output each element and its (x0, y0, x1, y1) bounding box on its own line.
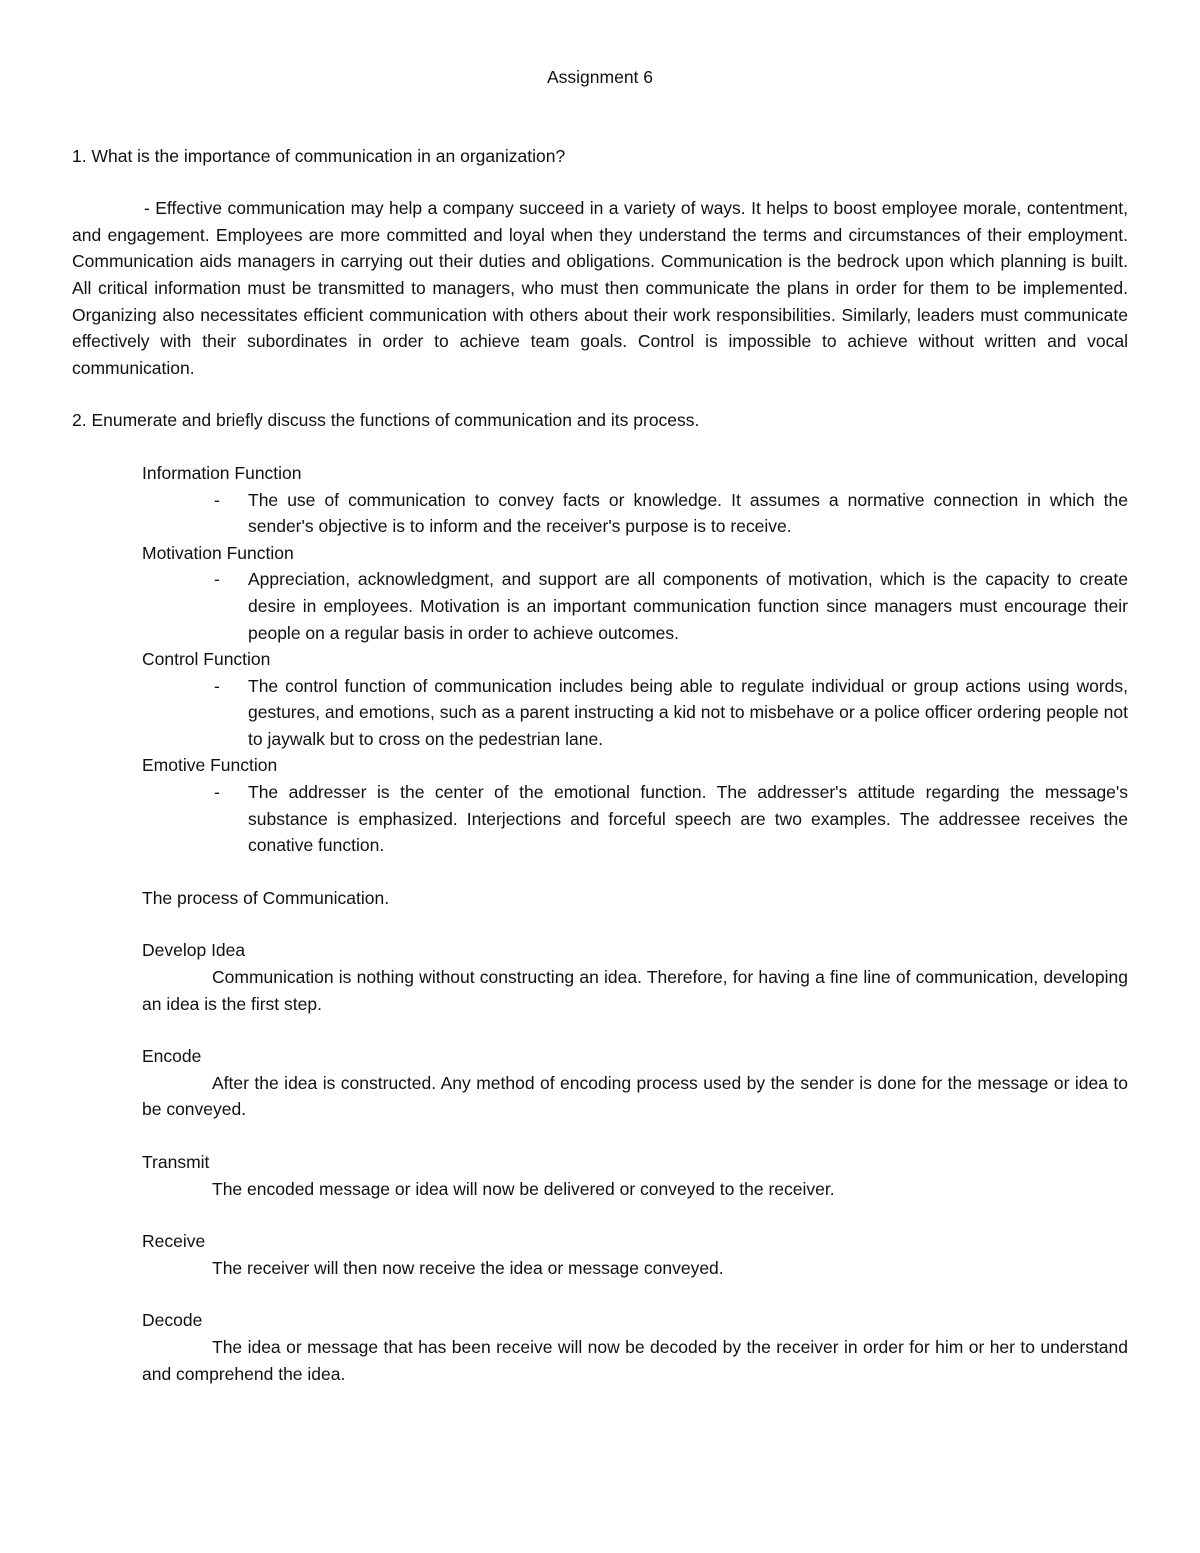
step-desc: The receiver will then now receive the idea or message conveyed. (212, 1257, 724, 1278)
document-title: Assignment 6 (546, 67, 654, 87)
question-2: 2. Enumerate and briefly discuss the functions of communication and its process. (72, 410, 700, 431)
function-name-emotive: Emotive Function (142, 755, 278, 776)
step-name: Transmit (142, 1152, 210, 1172)
list-dash: - (214, 782, 220, 803)
process-step-transmit (142, 1149, 1128, 1202)
list-dash: - (214, 489, 220, 510)
step-desc: After the idea is constructed. Any method of encoding process used by the sender is done for the message or idea to be conveyed. (142, 1072, 1128, 1120)
document-page (72, 64, 1128, 1413)
process-step-decode (142, 1307, 1128, 1387)
answer-1: - Effective communication may help a company succeed in a variety of ways. It helps to boost employee morale, contentment, and engagement. Employees are more committed and loyal when they understand the terms and circumstances of their employment. Communication aids managers in carrying out their duties and obligations. Communication is the bedrock upon which planning is built. All critical information must be transmitted to managers, who must then communicate the plans in order for them to be implemented. Organizing also necessitates efficient communication with others about their work responsibilities. Similarly, leaders must communicate effectively with their subordinates in order to achieve team goals. Control is impossible to achieve without written and vocal communication. (72, 198, 1128, 378)
question-1: 1. What is the importance of communication in an organization? (72, 145, 566, 166)
step-name: Receive (142, 1231, 206, 1252)
step-desc: The idea or message that has been receive will now be decoded by the receiver in order for him or her to understand and comprehend the idea. (142, 1336, 1128, 1384)
function-name-motivation: Motivation Function (142, 542, 294, 563)
function-desc-motivation (214, 566, 1128, 646)
step-desc: The encoded message or idea will now be delivered or conveyed to the receiver. (212, 1178, 835, 1199)
function-name-control: Control Function (142, 649, 271, 670)
function-desc-text: The addresser is the center of the emotional function. The addresser's attitude regarding the message's substance is emphasized. Interjections and forceful speech are two examples. The addressee receives the conative function. (248, 782, 1128, 856)
step-desc: Communication is nothing without constructing an idea. Therefore, for having a fine line of communication, developing an idea is the first step. (142, 967, 1128, 1014)
function-desc-control (214, 673, 1128, 753)
process-step-receive (142, 1228, 1128, 1281)
function-desc-information (214, 487, 1128, 540)
function-desc-text: The use of communication to convey facts or knowledge. It assumes a normative connection in which the sender's objective is to inform and the receiver's purpose is to receive. (248, 489, 1128, 537)
list-dash: - (214, 675, 220, 696)
function-desc-emotive (214, 779, 1128, 859)
step-name: Develop Idea (142, 940, 246, 961)
list-dash: - (214, 569, 220, 590)
step-name: Encode (142, 1046, 202, 1067)
function-name-information: Information Function (142, 462, 302, 483)
process-step-develop-idea (142, 937, 1128, 1017)
functions-list (142, 460, 1128, 859)
function-desc-text: The control function of communication includes being able to regulate individual or group actions using words, gestures, and emotions, such as a parent instructing a kid not to misbehave or a police officer ordering people not to jaywalk but to cross on the pedestrian lane. (248, 675, 1128, 749)
function-desc-text: Appreciation, acknowledgment, and support are all components of motivation, which is the capacity to create desire in employees. Motivation is an important communication function since managers must encourage their people on a regular basis in order to achieve outcomes. (248, 569, 1128, 643)
process-step-encode (142, 1043, 1128, 1123)
step-name: Decode (142, 1310, 203, 1331)
process-heading: The process of Communication. (142, 887, 390, 908)
